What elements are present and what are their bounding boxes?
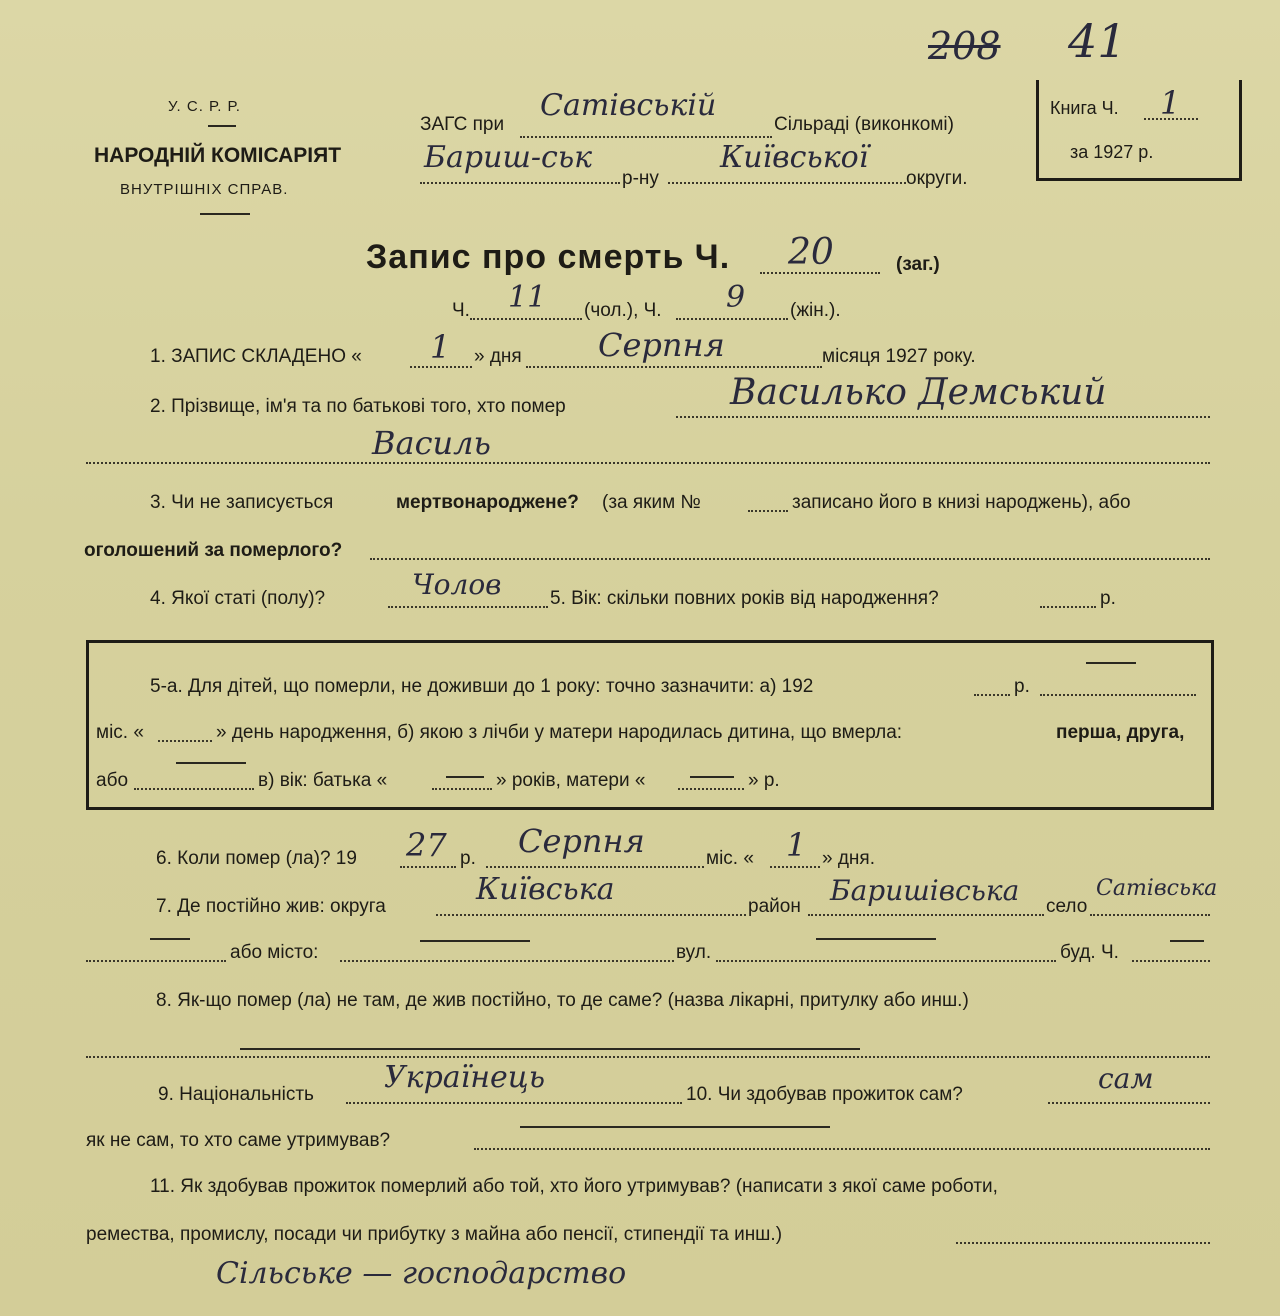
dash-mark <box>816 938 936 940</box>
field-3-label-e: оголошений за померлого? <box>84 540 343 561</box>
field-5a-day-line <box>158 720 212 742</box>
record-number: 20 <box>788 232 834 273</box>
field-5-tail: р. <box>1100 588 1116 609</box>
rayon-label: р-ну <box>622 168 659 189</box>
field-7-bud-line <box>1132 940 1210 962</box>
book-label: Книга Ч. <box>1050 98 1119 118</box>
field-7-rayon: Баришівська <box>830 874 1020 907</box>
field-5a-v: в) вік: батька « <box>258 770 388 791</box>
field-6-end: » дня. <box>822 848 875 869</box>
field-7-vul-line <box>716 940 1056 962</box>
field-8-line <box>86 1036 1210 1058</box>
field-3-label-c: (за яким № <box>602 492 701 513</box>
field-1-day: 1 <box>430 328 451 366</box>
field-10b-label: як не сам, то хто саме утримував? <box>86 1130 391 1151</box>
female-number: 9 <box>726 280 746 315</box>
dash-mark <box>1170 940 1204 942</box>
record-title: Запис про смерть Ч. <box>366 238 731 276</box>
field-7-misto-line <box>340 940 674 962</box>
field-6-r: р. <box>460 848 476 869</box>
field-5a-mother-line <box>678 768 744 790</box>
field-6-label: 6. Коли помер (ла)? 19 <box>156 848 357 869</box>
field-3-label-b: мертвонароджене? <box>396 492 579 513</box>
field-10-label: 10. Чи здобував прожиток сам? <box>686 1084 963 1105</box>
field-3-label-a: 3. Чи не записується <box>150 492 334 513</box>
field-4-label: 4. Якої статі (полу)? <box>150 588 326 609</box>
archive-sheet-number: 41 <box>1068 14 1127 68</box>
field-7-label: 7. Де постійно жив: округа <box>156 896 386 917</box>
field-5a-order-line <box>134 768 254 790</box>
book-year: за 1927 р. <box>1070 142 1154 162</box>
commissariat-label: НАРОДНІЙ КОМІСАРІЯТ <box>94 144 342 167</box>
male-label: (чол.), Ч. <box>584 300 662 321</box>
field-2-label: 2. Прізвище, ім'я та по батькові того, хто помер <box>150 396 566 417</box>
field-7-line-2a <box>86 940 226 962</box>
record-suffix: (заг.) <box>896 254 940 275</box>
field-5-label: 5. Вік: скільки повних років від народження? <box>550 588 939 609</box>
field-3-line <box>370 538 1210 560</box>
field-10-value: сам <box>1098 1062 1154 1095</box>
dash-mark <box>240 1048 860 1050</box>
field-6-year: 27 <box>406 826 447 864</box>
book-box <box>1036 80 1242 181</box>
field-11-line-2: ремества, промислу, посади чи прибутку з майна або пенсії, стипендії та инш.) <box>86 1224 783 1245</box>
field-2-value: Василько Демський <box>730 372 1107 413</box>
field-5a-bold: перша, друга, <box>1056 722 1185 743</box>
field-9-value: Українець <box>384 1060 546 1095</box>
okruga-value: Київської <box>720 140 869 175</box>
divider <box>208 125 236 127</box>
field-7-selo: Сатівська <box>1096 876 1218 901</box>
field-11-line <box>956 1222 1210 1244</box>
field-2-value-2: Василь <box>372 424 491 462</box>
field-1-tail: місяця 1927 року. <box>822 346 976 367</box>
archive-old-number: 208 <box>928 24 1001 68</box>
dash-mark <box>520 1126 830 1128</box>
field-7-selo-label: село <box>1046 896 1088 917</box>
field-7-rayon-label: район <box>748 896 801 917</box>
field-9-label: 9. Національність <box>158 1084 314 1105</box>
zags-value: Сатівській <box>540 88 717 123</box>
field-2-line-2 <box>86 440 1210 464</box>
field-7-bud: буд. Ч. <box>1060 942 1119 963</box>
field-5-line <box>1040 584 1096 608</box>
field-5a-line-1: 5-а. Для дітей, що померли, не доживши до 1 року: точно зазначити: а) 192 <box>150 676 814 697</box>
rayon-value: Бариш-ськ <box>424 140 593 175</box>
department-label: ВНУТРІШНІХ СПРАВ. <box>120 181 289 198</box>
okruga-label: округи. <box>906 168 968 189</box>
field-1-mid: » дня <box>474 346 522 367</box>
divider <box>200 213 250 215</box>
field-1-month: Серпня <box>598 326 725 364</box>
book-value: 1 <box>1160 84 1181 122</box>
field-6-month: Серпня <box>518 822 645 860</box>
field-5a-rokiv: » років, матери « <box>496 770 646 791</box>
field-5a-year-line <box>974 674 1010 696</box>
dash-mark <box>1086 662 1136 664</box>
republic-label: У. С. Р. Р. <box>168 98 241 115</box>
field-8-label: 8. Як-що помер (ла) не там, де жив постійно, то де саме? (назва лікарні, притулку або инш.) <box>156 990 969 1011</box>
field-5a-r: р. <box>1014 676 1030 697</box>
selrada-label: Сільраді (виконкомі) <box>774 114 954 135</box>
dash-mark <box>176 762 246 764</box>
field-3-number-line <box>748 490 788 512</box>
dash-mark <box>150 938 190 940</box>
male-number: 11 <box>508 280 547 315</box>
field-11-value: Сільське — господарство <box>216 1256 627 1291</box>
field-5a-end: » р. <box>748 770 780 791</box>
field-6-day: 1 <box>786 826 807 864</box>
field-7-vul: вул. <box>676 942 712 963</box>
field-5a-mis: міс. « <box>96 722 144 743</box>
dash-mark <box>690 776 734 778</box>
dash-mark <box>446 776 484 778</box>
ch-label: Ч. <box>452 300 470 321</box>
zags-label: ЗАГС при <box>420 114 505 135</box>
field-1-label: 1. ЗАПИС СКЛАДЕНО « <box>150 346 362 367</box>
field-6-mis: міс. « <box>706 848 754 869</box>
field-5a-abo: або <box>96 770 129 791</box>
field-7-misto: або місто: <box>230 942 319 963</box>
field-7-okruga: Київська <box>476 872 615 907</box>
dash-mark <box>420 940 530 942</box>
female-label: (жін.). <box>790 300 841 321</box>
field-3-label-d: записано його в книзі народжень), або <box>792 492 1131 513</box>
field-4-value: Чолов <box>412 568 502 601</box>
field-5a-line-2: » день народження, б) якою з лічби у матери народилась дитина, що вмерла: <box>216 722 903 743</box>
field-10b-line <box>474 1128 1210 1150</box>
field-5a-father-line <box>432 768 492 790</box>
field-5a-month-line <box>1040 674 1196 696</box>
field-11-line-1: 11. Як здобував прожиток померлий або той, хто його утримував? (написати з якої саме роботи, <box>150 1176 998 1197</box>
